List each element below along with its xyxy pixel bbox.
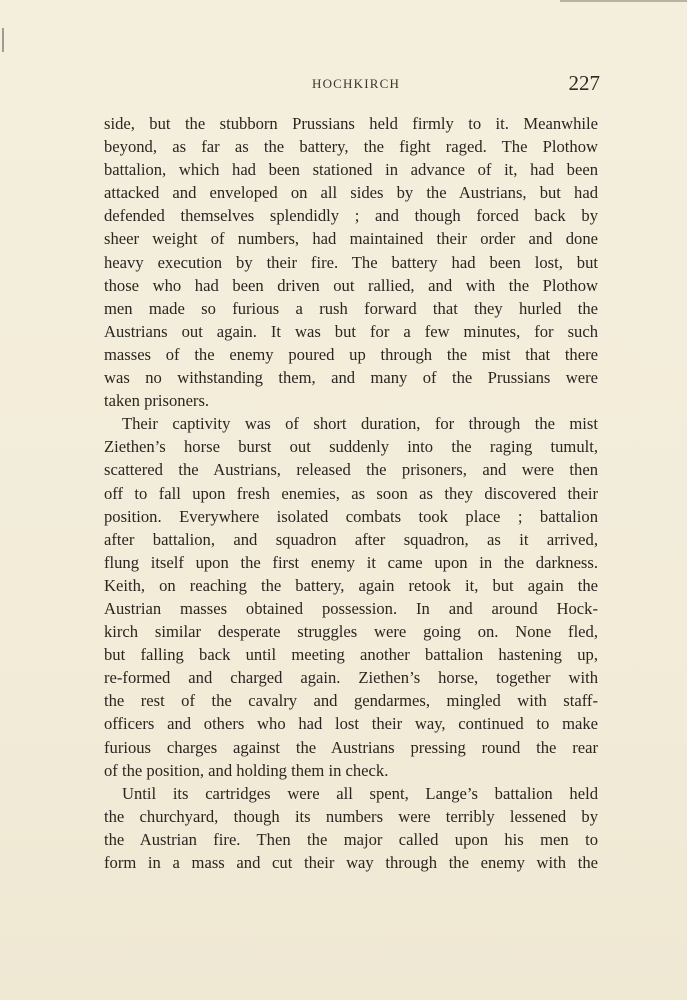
text-line: kirch similar desperate struggles were going on. None fled, xyxy=(104,622,598,642)
text-line: Their captivity was of short duration, for through the mist xyxy=(122,414,598,434)
text-line: scattered the Austrians, released the prisoners, and were then xyxy=(104,460,598,480)
text-line: position. Everywhere isolated combats took place ; battalion xyxy=(104,506,598,526)
running-title: HOCHKIRCH xyxy=(312,76,401,91)
text-line: side, but the stubborn Prussians held firmly to it. Meanwhile xyxy=(104,114,598,133)
margin-mark xyxy=(2,28,4,52)
text-line: taken prisoners. xyxy=(104,391,210,411)
text-line: of the position, and holding them in check. xyxy=(104,760,389,780)
text-line: the rest of the cavalry and gendarmes, mingled with staff- xyxy=(104,691,598,711)
text-line: Keith, on reaching the battery, again retook it, but again the xyxy=(104,575,598,595)
text-line: but falling back until meeting another battalion hastening up, xyxy=(104,645,598,665)
text-line: furious charges against the Austrians pressing round the rear xyxy=(104,737,598,757)
text-line: the churchyard, though its numbers were terribly lessened by xyxy=(104,806,598,826)
body-text xyxy=(104,112,598,874)
text-line: attacked and enveloped on all sides by the Austrians, but had xyxy=(104,183,598,203)
page-header xyxy=(104,71,600,98)
page-number: 227 xyxy=(568,71,600,95)
text-line: form in a mass and cut their way through the enemy with the xyxy=(104,853,598,872)
text-line: beyond, as far as the battery, the fight raged. The Plothow xyxy=(104,137,598,157)
text-line: the Austrian fire. Then the major called upon his men to xyxy=(104,829,598,849)
text-line: those who had been driven out rallied, and with the Plothow xyxy=(104,275,598,295)
text-line: Austrian masses obtained possession. In and around Hock- xyxy=(104,598,598,618)
text-line: officers and others who had lost their way, continued to make xyxy=(104,714,598,734)
text-line: Until its cartridges were all spent, Lange’s battalion held xyxy=(122,783,598,803)
text-line: sheer weight of numbers, had maintained their order and done xyxy=(104,229,598,249)
top-edge-rule xyxy=(560,0,687,2)
text-line: defended themselves splendidly ; and though forced back by xyxy=(104,206,598,226)
text-line: heavy execution by their fire. The battery had been lost, but xyxy=(104,252,598,272)
text-line: Ziethen’s horse burst out suddenly into the raging tumult, xyxy=(104,437,598,457)
text-line: battalion, which had been stationed in advance of it, had been xyxy=(104,160,598,180)
text-line: men made so furious a rush forward that they hurled the xyxy=(104,298,598,318)
text-line: flung itself upon the first enemy it came upon in the darkness. xyxy=(104,552,598,572)
text-line: off to fall upon fresh enemies, as soon as they discovered their xyxy=(104,483,598,503)
text-line: re-formed and charged again. Ziethen’s horse, together with xyxy=(104,668,598,688)
text-line: after battalion, and squadron after squadron, as it arrived, xyxy=(104,529,598,549)
text-line: masses of the enemy poured up through the mist that there xyxy=(104,344,598,364)
text-line: Austrians out again. It was but for a few minutes, for such xyxy=(104,321,598,341)
text-line: was no withstanding them, and many of the Prussians were xyxy=(104,368,598,388)
